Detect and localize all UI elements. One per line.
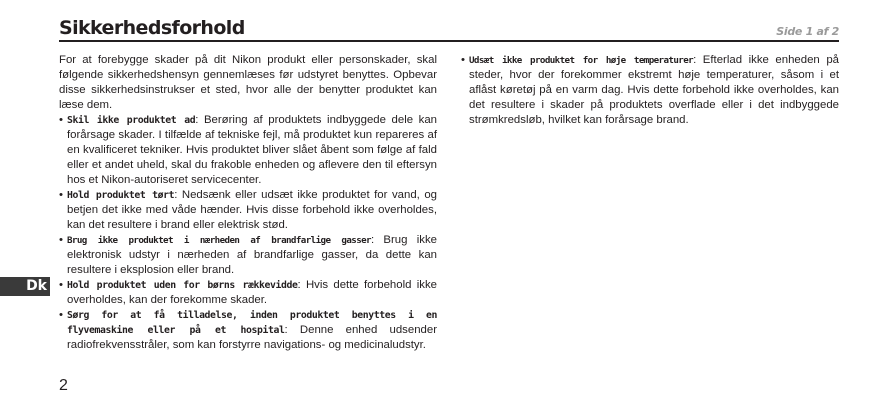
list-item xyxy=(59,233,437,278)
item-term: Brug ikke produktet i nærheden af brandfarlige gasser xyxy=(67,235,371,246)
item-text: : Brug ikke elektronisk udstyr i nærheden af brandfarlige gasser, da dette kan resultere i eksplosion eller brand. xyxy=(67,234,437,276)
page-header xyxy=(59,14,839,42)
item-term: Sørg for at få tilladelse, inden produktet benyttes i en flyvemaskine eller på et hospital xyxy=(67,310,437,336)
left-column xyxy=(59,53,437,353)
list-item xyxy=(59,113,437,188)
page-indicator: Side 1 af 2 xyxy=(776,25,839,38)
page-title: Sikkerhedsforhold xyxy=(59,17,245,39)
item-term: Hold produktet uden for børns rækkevidde xyxy=(67,280,298,291)
safety-list-right xyxy=(461,53,839,128)
item-text: : Efterlad ikke enheden på steder, hvor der forekommer ekstremt høje temperaturer, såsom i et aflåst køretøj på en varm dag. Hvis dette forbehold ikke overholdes, kan det resultere i skader på produktets overflade eller i det indbyggede strømkredsløb, hvilket kan forårsage brand. xyxy=(469,54,839,126)
list-item xyxy=(59,278,437,308)
item-term: Hold produktet tørt xyxy=(67,190,175,201)
page-number: 2 xyxy=(59,377,68,394)
item-text: : Hvis dette forbehold ikke overholdes, kan der forekomme skader. xyxy=(67,279,438,306)
list-item xyxy=(59,308,437,353)
list-item xyxy=(461,53,839,128)
item-term: Udsæt ikke produktet for høje temperaturer xyxy=(469,55,694,66)
item-text: : Nedsænk eller udsæt ikke produktet for vand, og betjen det ikke med våde hænder. Hvis disse forbehold ikke overholdes, kan det resultere i brand eller elektrisk stød. xyxy=(67,189,438,231)
item-text: : Denne enhed udsender radiofrekvensstråler, som kan forstyrre navigations- og medicinaludstyr. xyxy=(67,324,437,351)
item-term: Skil ikke produktet ad xyxy=(67,115,196,126)
language-tab xyxy=(0,277,50,296)
intro-paragraph: For at forebygge skader på dit Nikon produkt eller personskader, skal følgende sikkerhedshensyn gennemlæses før udstyret benyttes. Opbevar disse sikkerhedsinstrukser et sted, hvor alle der benytter produktet kan læse dem. xyxy=(59,54,437,111)
item-text: : Berøring af produktets indbyggede dele kan forårsage skader. I tilfælde af tekniske fejl, må produktet kun repareres af en kvalificeret tekniker. Hvis produktet bliver slået åbent som følge af fald eller et andet uheld, skal du frakoble enheden og aflevere den til eftersyn hos et Nikon-autoriseret servicecenter. xyxy=(67,114,437,186)
list-item xyxy=(59,188,437,233)
right-column xyxy=(461,53,839,128)
safety-list-left xyxy=(59,113,437,353)
language-tab-label: Dk xyxy=(26,278,47,294)
